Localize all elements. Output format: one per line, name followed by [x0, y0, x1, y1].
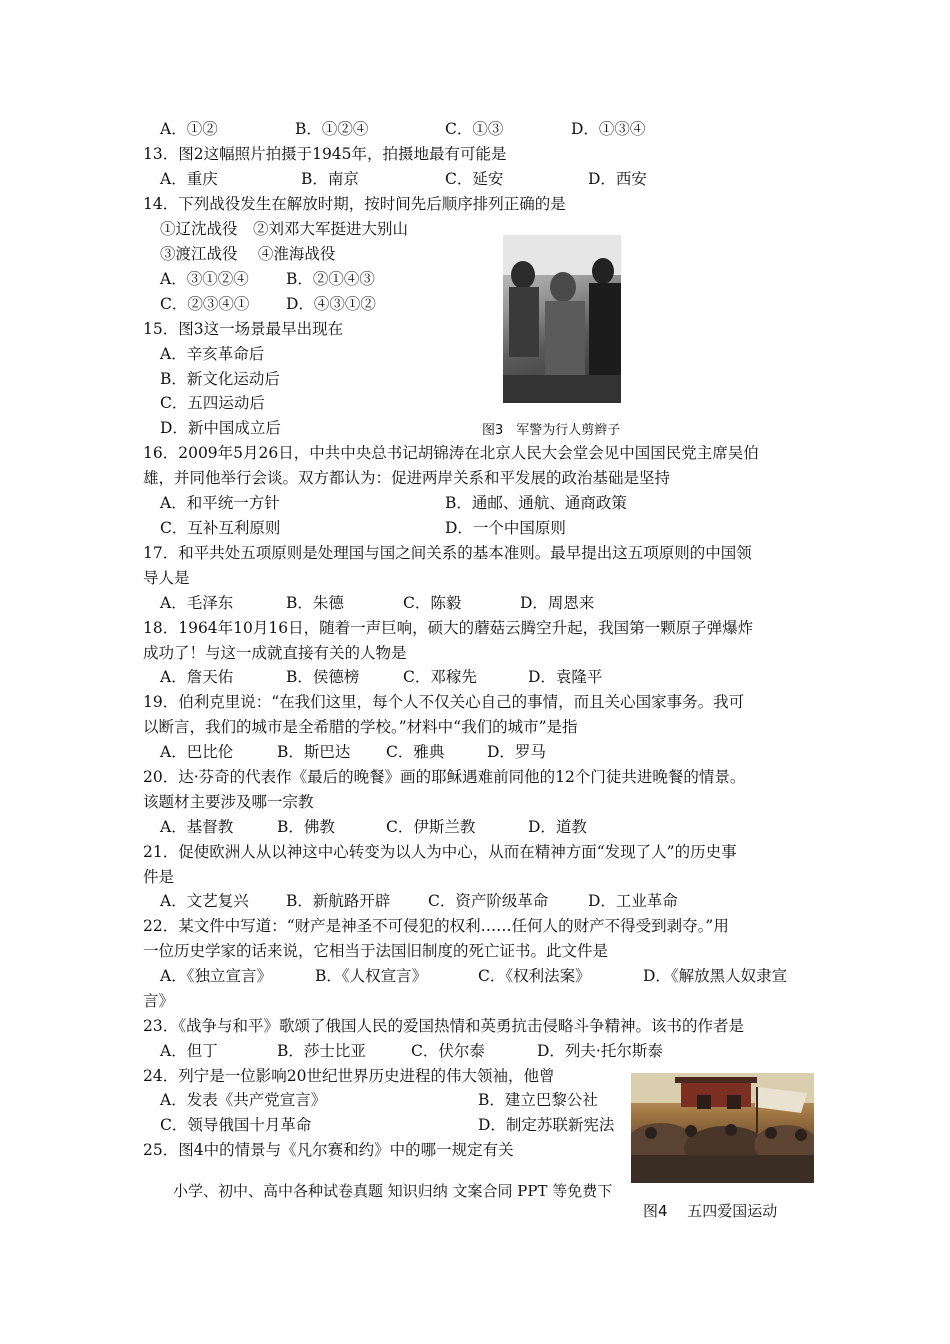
q17-line-2: 导人是	[143, 569, 190, 587]
q12-option-b: B．①②④	[295, 120, 369, 138]
q18-line-1: 18．1964年10月16日，随着一声巨响，硕大的蘑菇云腾空升起，我国第一颗原子弹爆炸	[143, 619, 754, 637]
q23-option-c: C．伏尔泰	[411, 1042, 485, 1060]
q20-option-c: C．伊斯兰教	[386, 818, 476, 836]
q22-line-1: 22．某文件中写道：“财产是神圣不可侵犯的权利……任何人的财产不得受到剥夺。”用	[143, 917, 729, 935]
q23-option-b: B．莎士比亚	[277, 1042, 366, 1060]
q23-option-a: A．但丁	[160, 1042, 218, 1060]
q13-option-c: C．延安	[445, 170, 504, 188]
q18-option-a: A．詹天佑	[160, 668, 234, 686]
q19-line-2: 以断言，我们的城市是全希腊的学校。”材料中“我们的城市”是指	[143, 718, 578, 736]
figure-4-illustration	[631, 1073, 814, 1183]
footer-text: 小学、初中、高中各种试卷真题 知识归纳 文案合同 PPT 等免费下	[173, 1182, 613, 1200]
q14-stem: 14．下列战役发生在解放时期，按时间先后顺序排列正确的是	[143, 195, 566, 213]
q14-items-2: ③渡江战役 ④淮海战役	[160, 245, 336, 263]
q22-option-a: A．《独立宣言》	[160, 967, 272, 985]
q22-option-d-wrap: 言》	[143, 992, 175, 1010]
figure-4-photo	[631, 1073, 814, 1183]
q22-line-2: 一位历史学家的话来说，它相当于法国旧制度的死亡证书。此文件是	[143, 942, 609, 960]
q22-option-b: B．《人权宣言》	[315, 967, 428, 985]
q14-items-1: ①辽沈战役 ②刘邓大军挺进大别山	[160, 220, 409, 238]
q19-option-d: D．罗马	[487, 743, 546, 761]
q13-option-b: B．南京	[301, 170, 359, 188]
q24-option-b: B．建立巴黎公社	[478, 1091, 598, 1109]
q15-option-c: C．五四运动后	[160, 394, 265, 412]
figure-4-caption: 图4 五四爱国运动	[643, 1202, 778, 1220]
q23-stem: 23．《战争与和平》歌颂了俄国人民的爱国热情和英勇抗击侵略斗争精神。该书的作者是	[143, 1017, 744, 1035]
q13-stem: 13．图2这幅照片拍摄于1945年，拍摄地最有可能是	[143, 145, 507, 163]
q20-option-b: B．佛教	[277, 818, 335, 836]
q21-option-d: D．工业革命	[588, 892, 678, 910]
q20-option-a: A．基督教	[160, 818, 234, 836]
figure-3-photo	[503, 235, 621, 403]
q17-option-d: D．周恩来	[520, 594, 595, 612]
q14-option-d: D．④③①②	[286, 295, 376, 313]
q22-option-d: D．《解放黑人奴隶宣	[643, 967, 788, 985]
q21-line-2: 件是	[143, 868, 175, 886]
q16-option-c: C．互补互利原则	[160, 519, 281, 537]
q12-option-c: C．①③	[445, 120, 504, 138]
q15-option-d: D．新中国成立后	[160, 419, 281, 437]
q24-stem: 24．列宁是一位影响20世纪世界历史进程的伟大领袖，他曾	[143, 1067, 555, 1085]
q24-option-c: C．领导俄国十月革命	[160, 1116, 312, 1134]
q13-option-a: A．重庆	[160, 170, 218, 188]
q23-option-d: D．列夫·托尔斯泰	[537, 1042, 663, 1060]
q17-option-b: B．朱德	[286, 594, 344, 612]
q18-line-2: 成功了！与这一成就直接有关的人物是	[143, 644, 407, 662]
q14-option-c: C．②③④①	[160, 295, 250, 313]
q21-option-a: A．文艺复兴	[160, 892, 249, 910]
figure-3-illustration	[503, 235, 621, 403]
q14-option-a: A．③①②④	[160, 270, 249, 288]
q12-option-d: D．①③④	[571, 120, 646, 138]
q19-option-a: A．巴比伦	[160, 743, 234, 761]
q21-option-c: C．资产阶级革命	[428, 892, 549, 910]
q17-option-c: C．陈毅	[403, 594, 462, 612]
q17-line-1: 17．和平共处五项原则是处理国与国之间关系的基本准则。最早提出这五项原则的中国领	[143, 544, 752, 562]
q16-line-2: 雄，并同他举行会谈。双方都认为：促进两岸关系和平发展的政治基础是坚持	[143, 469, 671, 487]
q16-option-a: A．和平统一方针	[160, 494, 280, 512]
q21-line-1: 21．促使欧洲人从以神这中心转变为以人为中心，从而在精神方面“发现了人”的历史事	[143, 843, 737, 861]
q19-option-b: B．斯巴达	[277, 743, 351, 761]
q19-line-1: 19．伯利克里说：“在我们这里，每个人不仅关心自己的事情，而且关心国家事务。我可	[143, 693, 745, 711]
q24-option-a: A．发表《共产党宣言》	[160, 1091, 327, 1109]
q12-option-a: A．①②	[160, 120, 218, 138]
q21-option-b: B．新航路开辟	[286, 892, 391, 910]
figure-3-caption: 图3 军警为行人剪辫子	[482, 423, 621, 438]
q15-option-a: A．辛亥革命后	[160, 345, 265, 363]
q18-option-b: B．侯德榜	[286, 668, 360, 686]
q20-line-2: 该题材主要涉及哪一宗教	[143, 793, 314, 811]
q24-option-d: D．制定苏联新宪法	[478, 1116, 615, 1134]
q22-option-c: C．《权利法案》	[478, 967, 591, 985]
q15-stem: 15．图3这一场景最早出现在	[143, 320, 344, 338]
q16-line-1: 16．2009年5月26日，中共中央总书记胡锦涛在北京人民大会堂会见中国国民党主席吴伯	[143, 444, 759, 462]
q18-option-d: D．袁隆平	[528, 668, 603, 686]
q16-option-b: B．通邮、通航、通商政策	[445, 494, 627, 512]
q14-option-b: B．②①④③	[286, 270, 375, 288]
q19-option-c: C．雅典	[386, 743, 445, 761]
q16-option-d: D．一个中国原则	[445, 519, 566, 537]
q15-option-b: B．新文化运动后	[160, 370, 280, 388]
q13-option-d: D．西安	[588, 170, 647, 188]
q18-option-c: C．邓稼先	[403, 668, 477, 686]
q20-option-d: D．道教	[528, 818, 587, 836]
q17-option-a: A．毛泽东	[160, 594, 234, 612]
q20-line-1: 20．达·芬奇的代表作《最后的晚餐》画的耶稣遇难前同他的12个门徒共进晚餐的情景。	[143, 768, 746, 786]
q25-stem: 25．图4中的情景与《凡尔赛和约》中的哪一规定有关	[143, 1141, 514, 1159]
